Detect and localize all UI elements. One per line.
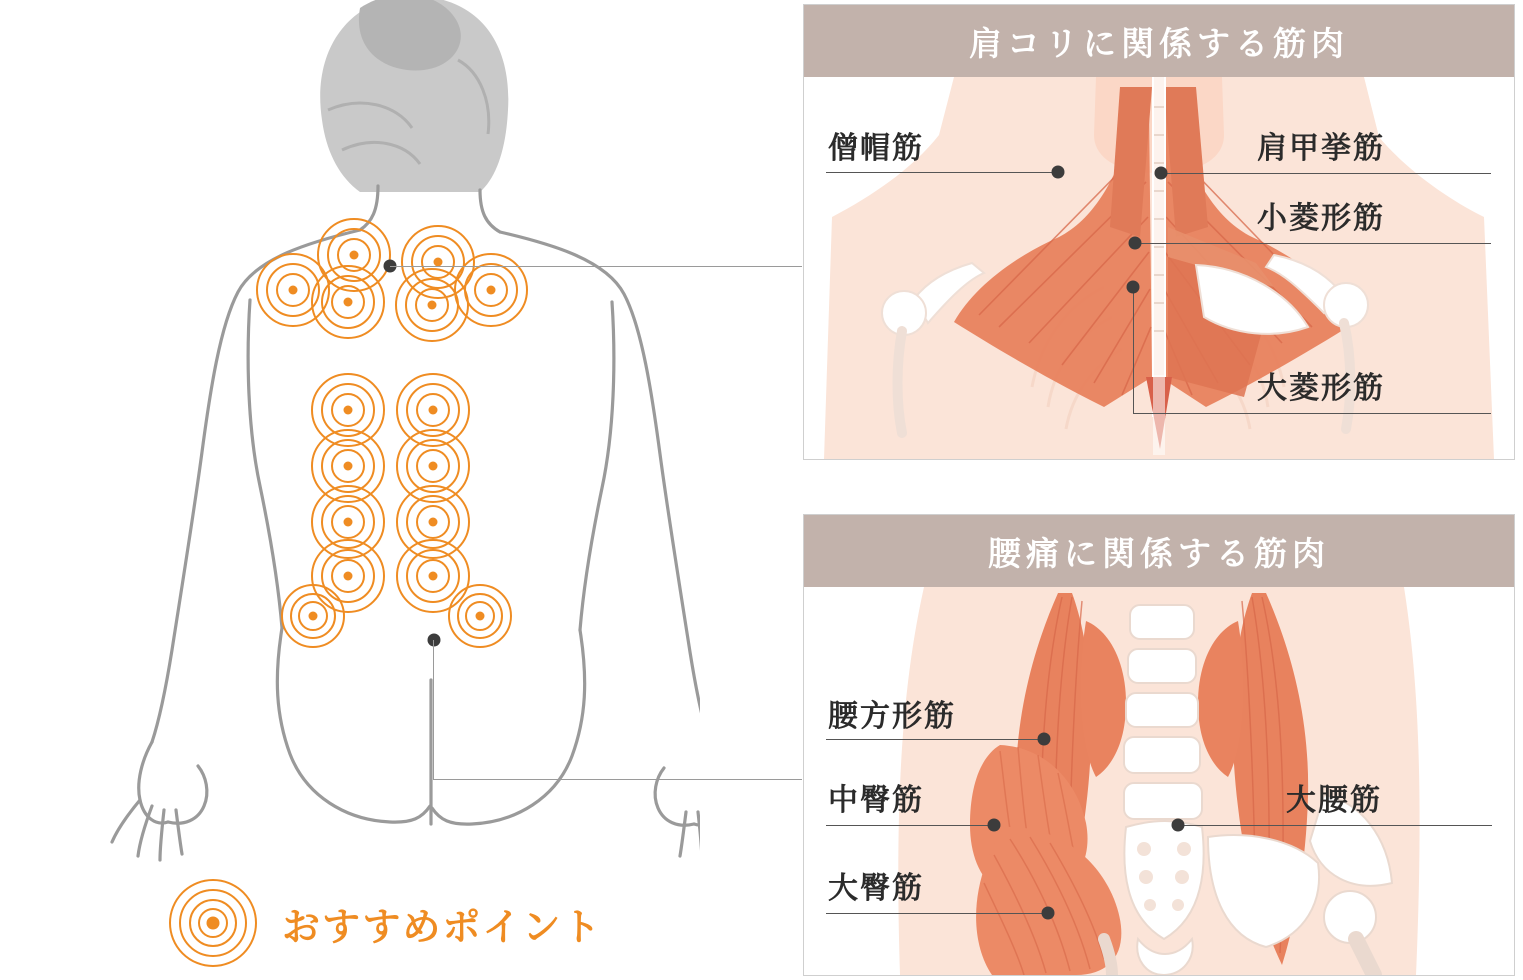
label-quadratus-lumborum: 腰方形筋	[828, 699, 956, 734]
legend-point-icon	[170, 880, 256, 966]
label-line-gmax	[826, 913, 1048, 914]
label-line-ql	[826, 739, 1044, 740]
label-rhomboid-major: 大菱形筋	[1257, 371, 1385, 406]
lumbar-callout-dot	[428, 634, 441, 647]
leader-line-upper	[390, 266, 802, 267]
hair-shape	[320, 0, 508, 192]
leader-line-lower-vertical	[433, 640, 434, 779]
label-rhomboid-minor: 小菱形筋	[1257, 201, 1385, 236]
lowback-card-header	[804, 515, 1514, 587]
lowback-card-title: 腰痛に関係する筋肉	[988, 533, 1330, 573]
label-line-rhomboid-major-h	[1133, 413, 1491, 414]
lowback-card-body	[804, 587, 1514, 975]
label-line-trapezius	[826, 172, 956, 173]
label-psoas-major: 大腰筋	[1286, 783, 1382, 818]
shoulder-card-body	[804, 77, 1514, 459]
label-line-psoas	[1178, 825, 1492, 826]
label-levator-scapulae: 肩甲挙筋	[1257, 131, 1385, 166]
shoulder-card-header	[804, 5, 1514, 77]
label-dot-levator	[1155, 167, 1168, 180]
shoulder-card	[803, 4, 1515, 460]
label-dot-rhomboid-major	[1127, 281, 1140, 294]
label-dot-trapezius	[1052, 166, 1065, 179]
legend-label: おすすめポイント	[282, 904, 603, 949]
label-dot-rhomboid-minor	[1129, 237, 1142, 250]
label-dot-gmed	[988, 819, 1001, 832]
label-line-gmed	[826, 825, 994, 826]
leader-line-lower-horizontal	[433, 779, 802, 780]
label-gluteus-maximus: 大臀筋	[828, 871, 924, 906]
shoulder-card-title: 肩コリに関係する筋肉	[969, 23, 1349, 63]
female-back-outline-svg	[60, 0, 700, 880]
label-trapezius: 僧帽筋	[828, 131, 924, 166]
label-line-levator	[1161, 173, 1491, 174]
label-line-rhomboid-major-v	[1133, 287, 1134, 413]
lowback-card	[803, 514, 1515, 976]
label-line-rhomboid-minor	[1135, 243, 1491, 244]
legend	[170, 880, 602, 966]
label-gluteus-medius: 中臀筋	[828, 783, 924, 818]
label-dot-psoas	[1172, 819, 1185, 832]
label-line-trapezius-2	[956, 172, 1060, 173]
label-dot-ql	[1038, 733, 1051, 746]
label-dot-gmax	[1042, 907, 1055, 920]
